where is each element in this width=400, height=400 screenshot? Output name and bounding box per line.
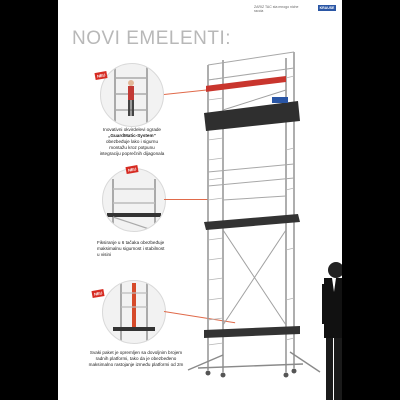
caption-line: Inovativni okvirdelevi ograde — [103, 127, 161, 132]
caption-line: montažu kroz potpunu — [109, 145, 155, 150]
novelty-badge: NEU — [125, 165, 138, 174]
scaffold-tower — [58, 0, 342, 400]
caption-line: u visini — [97, 252, 112, 257]
caption-line: integraciju poprečnih dijagonala — [99, 151, 165, 156]
page-title: NOVI EMELENTI: — [72, 28, 232, 49]
caption-line: „GuardMatic-System“ — [108, 133, 156, 138]
caption-line: Fiksiranje u 6 tačaka obezbeđuje — [97, 240, 165, 245]
novelty-badge: NEU — [91, 289, 104, 298]
header-text: ZARIZ TAC sta mnogo niche raccia — [254, 5, 299, 13]
novelty-badge: NEU — [94, 71, 107, 80]
caption-line: maksimalno rastojanje između platformi od 2m — [88, 362, 184, 367]
brochure-page — [58, 0, 342, 400]
caption-line: maksimalnu sigurnost i stabilnost — [97, 246, 165, 251]
caption-line: Svaki paket je opremljen sa dovoljnim brojem — [89, 350, 183, 355]
brand-logo: KRAUSE — [319, 6, 335, 10]
caption-line: obezbeđuje lako i sigurnu — [105, 139, 159, 144]
caption-line: radnih platformi, tako da je obezbeđeno — [95, 356, 177, 361]
person-illustration — [320, 262, 342, 400]
